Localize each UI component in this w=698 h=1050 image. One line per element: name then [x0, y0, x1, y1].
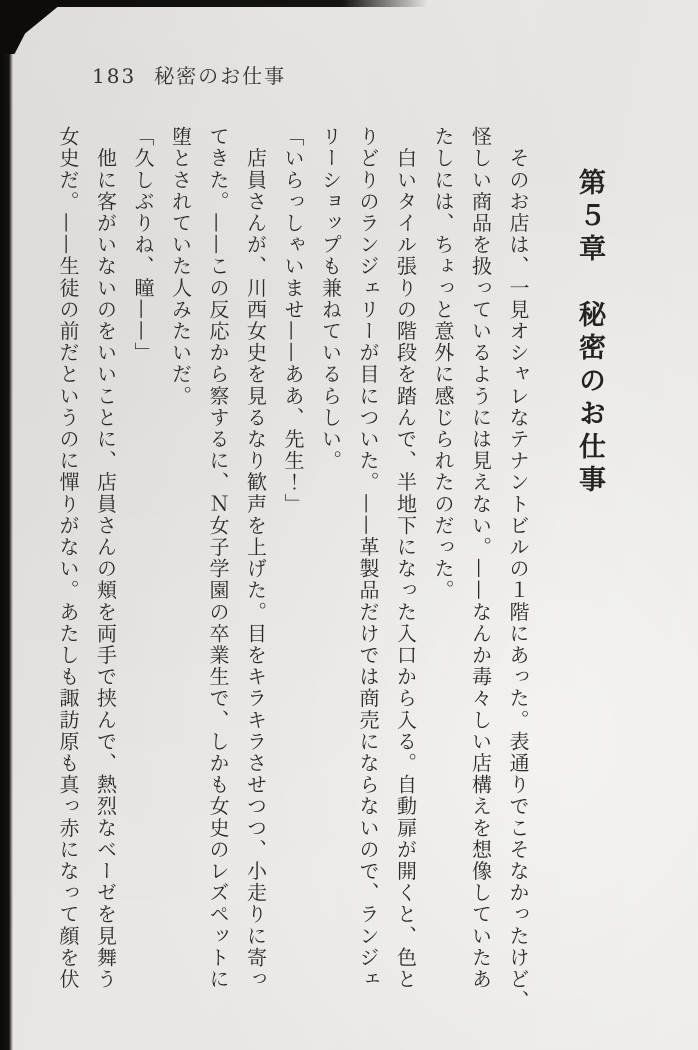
text-column: 店員さんが、川西女史を見るなり歓声を上げた。目をキラキラさせつつ、小走りに寄っ — [243, 126, 268, 990]
text-column: 他に客がいないのをいいことに、店員さんの頬を両手で挟んで、熱烈なベーゼを見舞う — [93, 126, 118, 990]
text-column: たしには、ちょっと意外に感じられたのだった。 — [431, 126, 455, 602]
page-number: 183 — [92, 64, 137, 88]
scan-edge-corner — [0, 0, 66, 54]
text-column: 「久しぶりね、瞳——」 — [131, 126, 155, 364]
running-head — [92, 60, 286, 89]
text-column: そのお店は、一見オシャレなテナントビルの１階にあった。表通りでこそなかったけど、 — [506, 126, 530, 1012]
running-title: 秘密のお仕事 — [154, 64, 287, 88]
text-column: 堕とされていた人みたいだ。 — [168, 126, 193, 407]
text-column: 白いタイル張りの階段を踏んで、半地下になった入口から入る。自動扉が開くと、色と — [393, 126, 418, 990]
vertical-text-block — [49, 126, 643, 1022]
text-column: 女史だ。——生徒の前だというのに憚りがない。あたしも諏訪原も真っ赤になって顔を伏 — [56, 126, 80, 990]
text-column: リーショップも兼ねているらしい。 — [318, 126, 343, 472]
text-column: りどりのランジェリーが目についた。——革製品だけでは商売にならないので、ランジェ — [356, 126, 380, 990]
text-column: 「いらっしゃいませ——ああ、先生！」 — [281, 126, 305, 515]
chapter-title: 第５章 秘密のお仕事 — [574, 168, 605, 498]
scan-edge-left — [0, 0, 13, 1050]
text-column: てきた。——この反応から察するに、Ｎ女子学園の卒業生で、しかも女史のレズペットに — [206, 126, 230, 990]
text-column: 怪しい商品を扱っているようには見えない。——なんか毒々しい店構えを想像していたあ — [468, 126, 493, 990]
